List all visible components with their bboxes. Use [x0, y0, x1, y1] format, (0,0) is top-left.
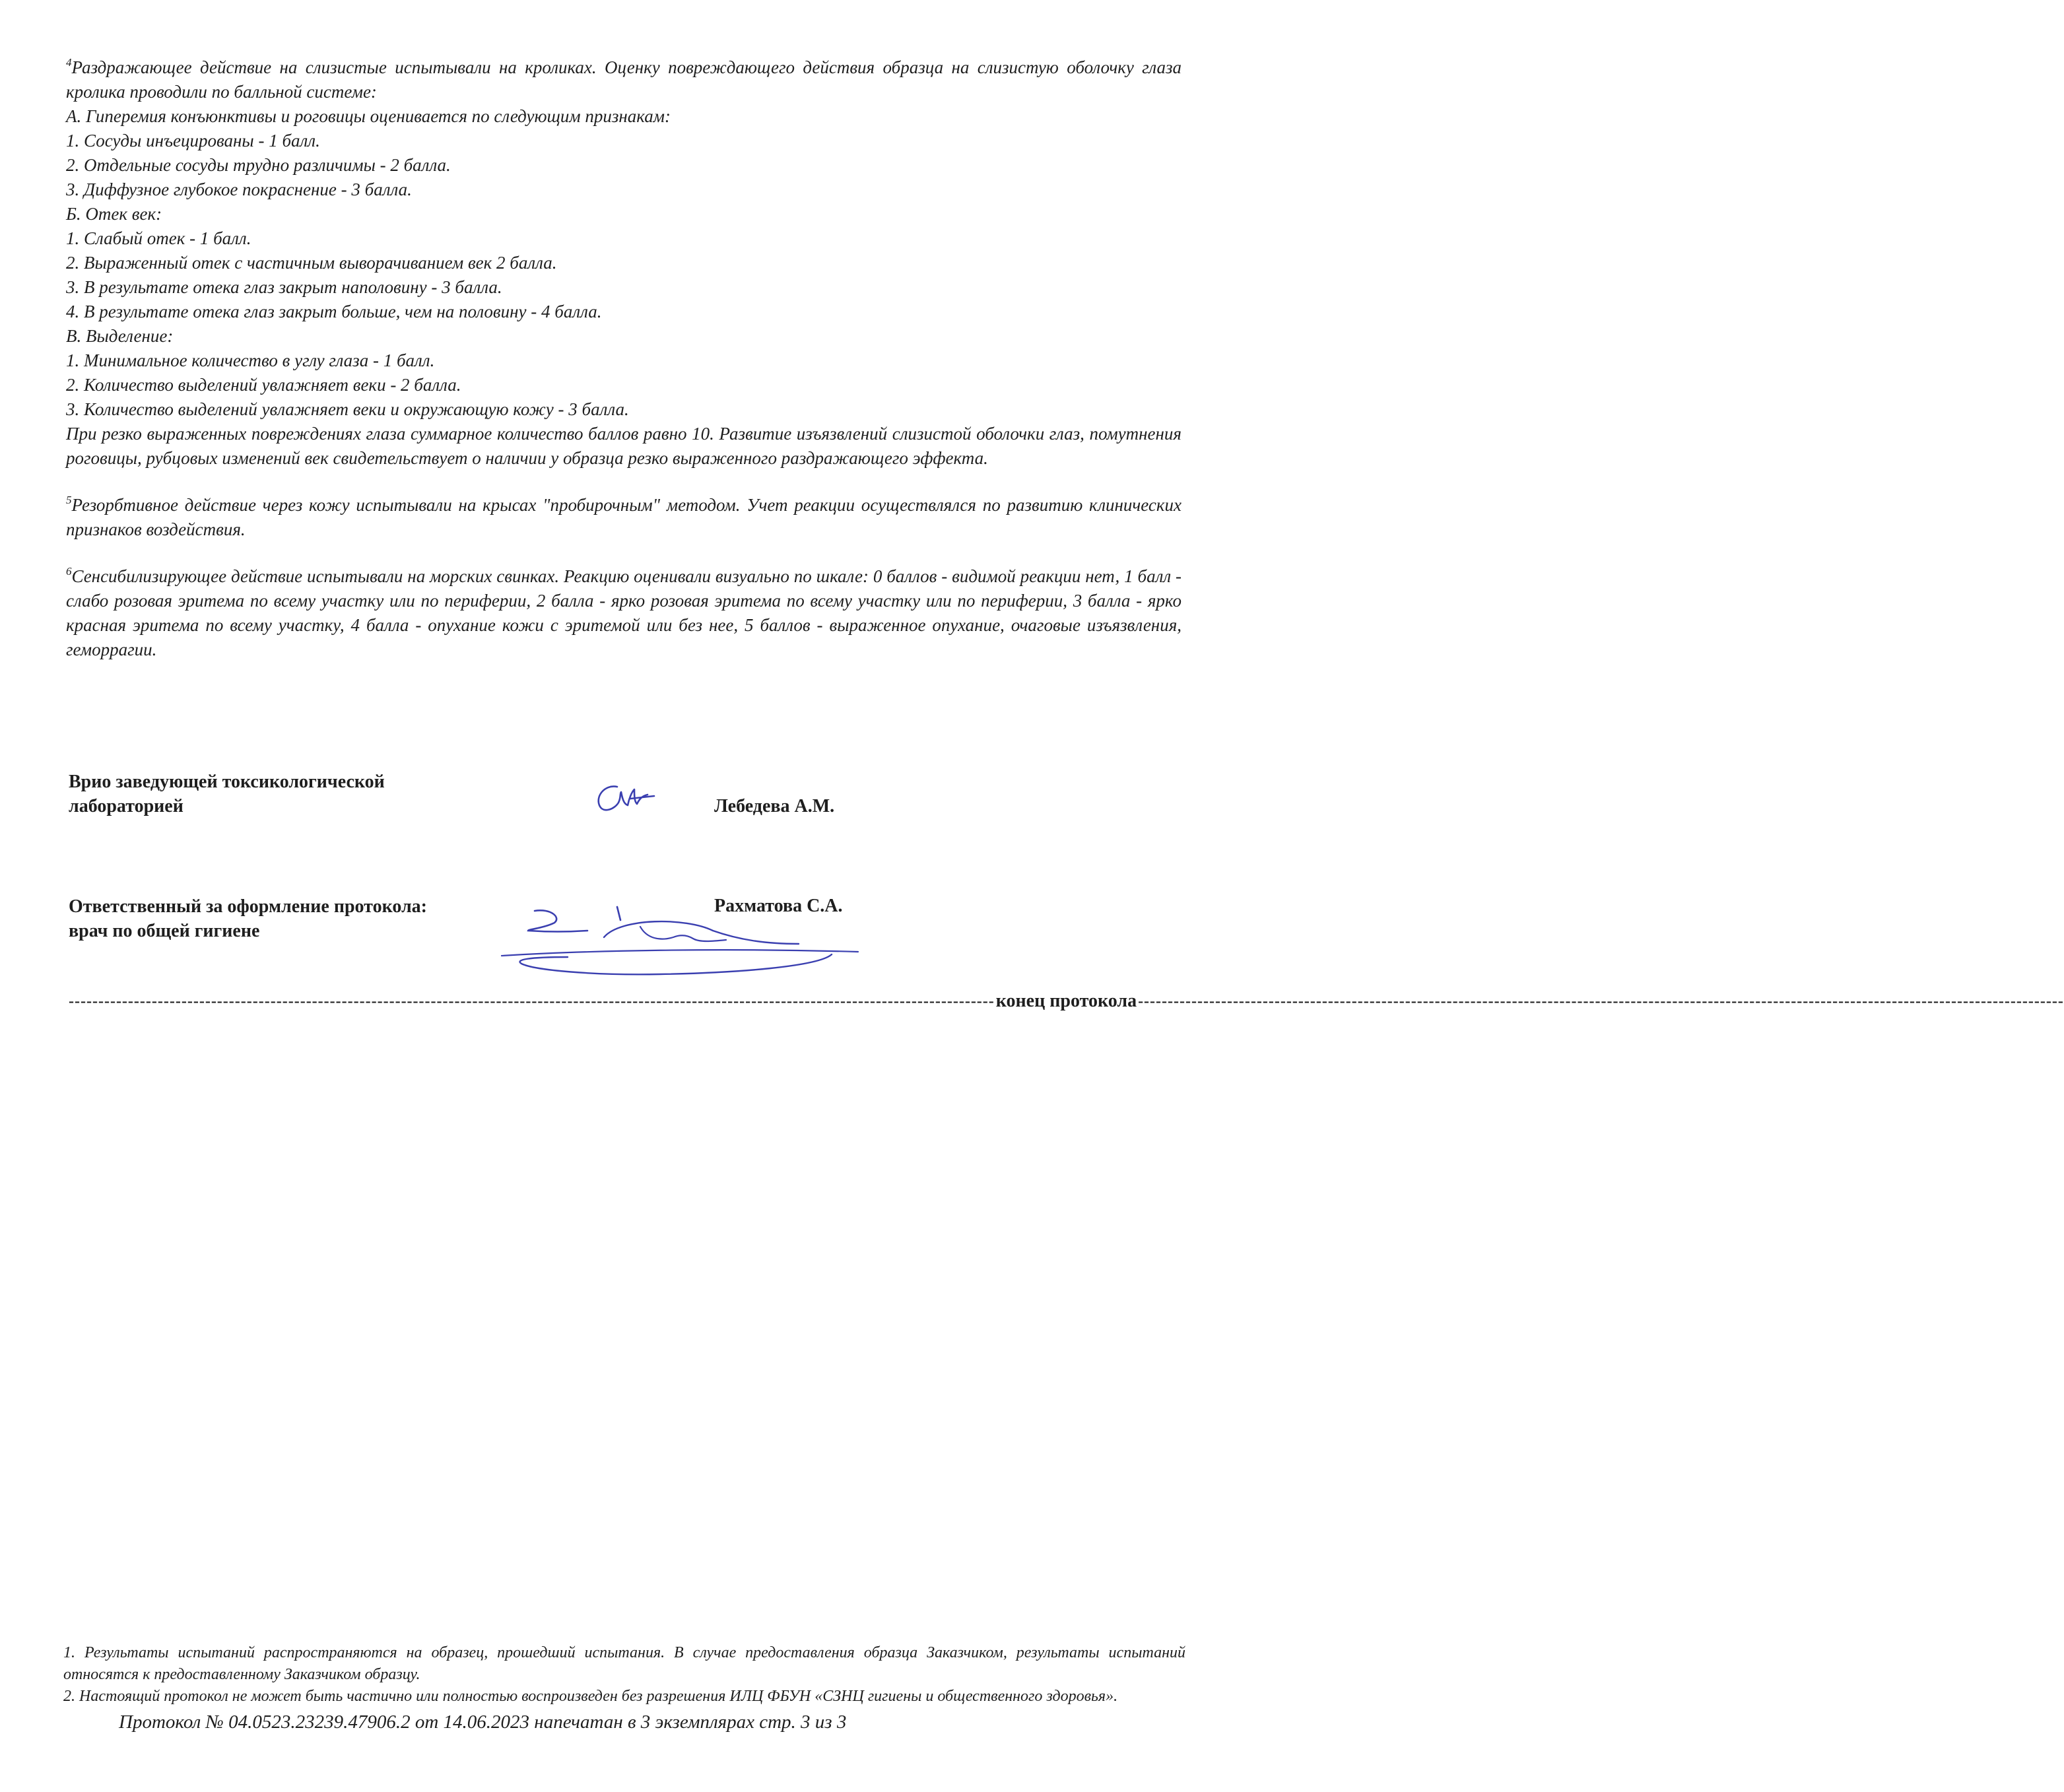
note-4-line: 1. Слабый отек - 1 балл.	[66, 228, 251, 248]
note-4-line: 2. Количество выделений увлажняет веки - 2 балла.	[66, 375, 461, 395]
note-5: $^5$Резорбтивное действие через кожу испытывали на крысах "пробирочным" методом. Учет реакции осуществлялся по развитию клинических признаков воздействия.	[66, 494, 1182, 539]
note-4-line: 4. В результате отека глаз закрыт больше, чем на половину - 4 балла.	[66, 302, 602, 321]
head-signature	[591, 779, 670, 822]
page-footer	[63, 1642, 1185, 1734]
footnote-marker: 4	[66, 56, 72, 69]
protocol-line: Протокол № 04.0523.23239.47906.2 от 14.06.2023 напечатан в 3 экземплярах стр. 3 из 3	[119, 1711, 847, 1733]
responsible-title-line2: врач по общей гигиене	[69, 921, 260, 941]
head-title-line2: лабораторией	[69, 796, 183, 816]
footer-item-2: 2. Настоящий протокол не может быть частично или полностью воспроизведен без разрешения ИЛЦ ФБУН «СЗНЦ гигиены и общественного здоровья».	[63, 1688, 1118, 1705]
footer-item-1: 1. Результаты испытаний распространяются на образец, прошедший испытания. В случае предоставления образца Заказчиком, результаты испытаний относятся к предоставленному Заказчиком образцу.	[63, 1644, 1185, 1683]
note-4-line: 3. Количество выделений увлажняет веки и окружающую кожу - 3 балла.	[66, 399, 629, 419]
footnote-marker: 6	[66, 565, 72, 578]
dash-line-left: ------------------------------------------------------------------------------------------------------------------------------------------------------------	[69, 993, 995, 1010]
note-4-closing: При резко выраженных повреждениях глаза суммарное количество баллов равно 10. Развитие изъязвлений слизистой оболочки глаз, помутнения роговицы, рубцовых изменений век свидетельствует о наличии у образца резко выраженного раздражающего эффекта.	[66, 424, 1182, 468]
dash-line-right: ------------------------------------------------------------------------------------------------------------------------------------------------------------	[1138, 993, 2064, 1010]
end-marker: конец протокола	[995, 991, 1137, 1011]
note-4-line: 3. Диффузное глубокое покраснение - 3 балла.	[66, 180, 412, 199]
head-title-line1: Врио заведующей токсикологической	[69, 772, 385, 792]
note-4-line: Б. Отек век:	[66, 204, 162, 224]
note-4-line: А. Гиперемия конъюнктивы и роговицы оценивается по следующим признакам:	[66, 106, 671, 126]
head-name: Лебедева А.М.	[714, 796, 835, 816]
note-4-intro: $^4$Раздражающее действие на слизистые испытывали на кроликах. Оценку повреждающего действия образца на слизистую оболочку глаза кролика проводили по балльной системе:	[66, 56, 1182, 102]
note-4-line: В. Выделение:	[66, 326, 174, 346]
note-4-line: 1. Сосуды инъецированы - 1 балл.	[66, 131, 320, 150]
responsible-name: Рахматова С.А.	[714, 896, 843, 916]
responsible-title-line1: Ответственный за оформление протокола:	[69, 896, 427, 917]
end-of-protocol-line	[69, 991, 2064, 1011]
note-4-line: 3. В результате отека глаз закрыт наполовину - 3 балла.	[66, 277, 502, 297]
note-6: $^6$Сенсибилизирующее действие испытывали на морских свинках. Реакцию оценивали визуально по шкале: 0 баллов - видимой реакции нет, 1 балл - слабо розовая эритема по всему участку или по периферии, 2 балла - ярко розовая эритема по всему участку или по периферии, 3 балла - ярко красная эритема по всему участку, 4 балла - опухание кожи с эритемой или без нее, 5 баллов - выраженное опухание, очаговые изъязвления, геморрагии.	[66, 565, 1182, 659]
note-4-line: 2. Выраженный отек с частичным выворачиванием век 2 балла.	[66, 253, 557, 273]
footnote-marker: 5	[66, 494, 72, 506]
note-4-line: 1. Минимальное количество в углу глаза - 1 балл.	[66, 350, 435, 370]
footnotes-section	[66, 55, 1182, 662]
note-4-line: 2. Отдельные сосуды трудно различимы - 2 балла.	[66, 155, 451, 175]
